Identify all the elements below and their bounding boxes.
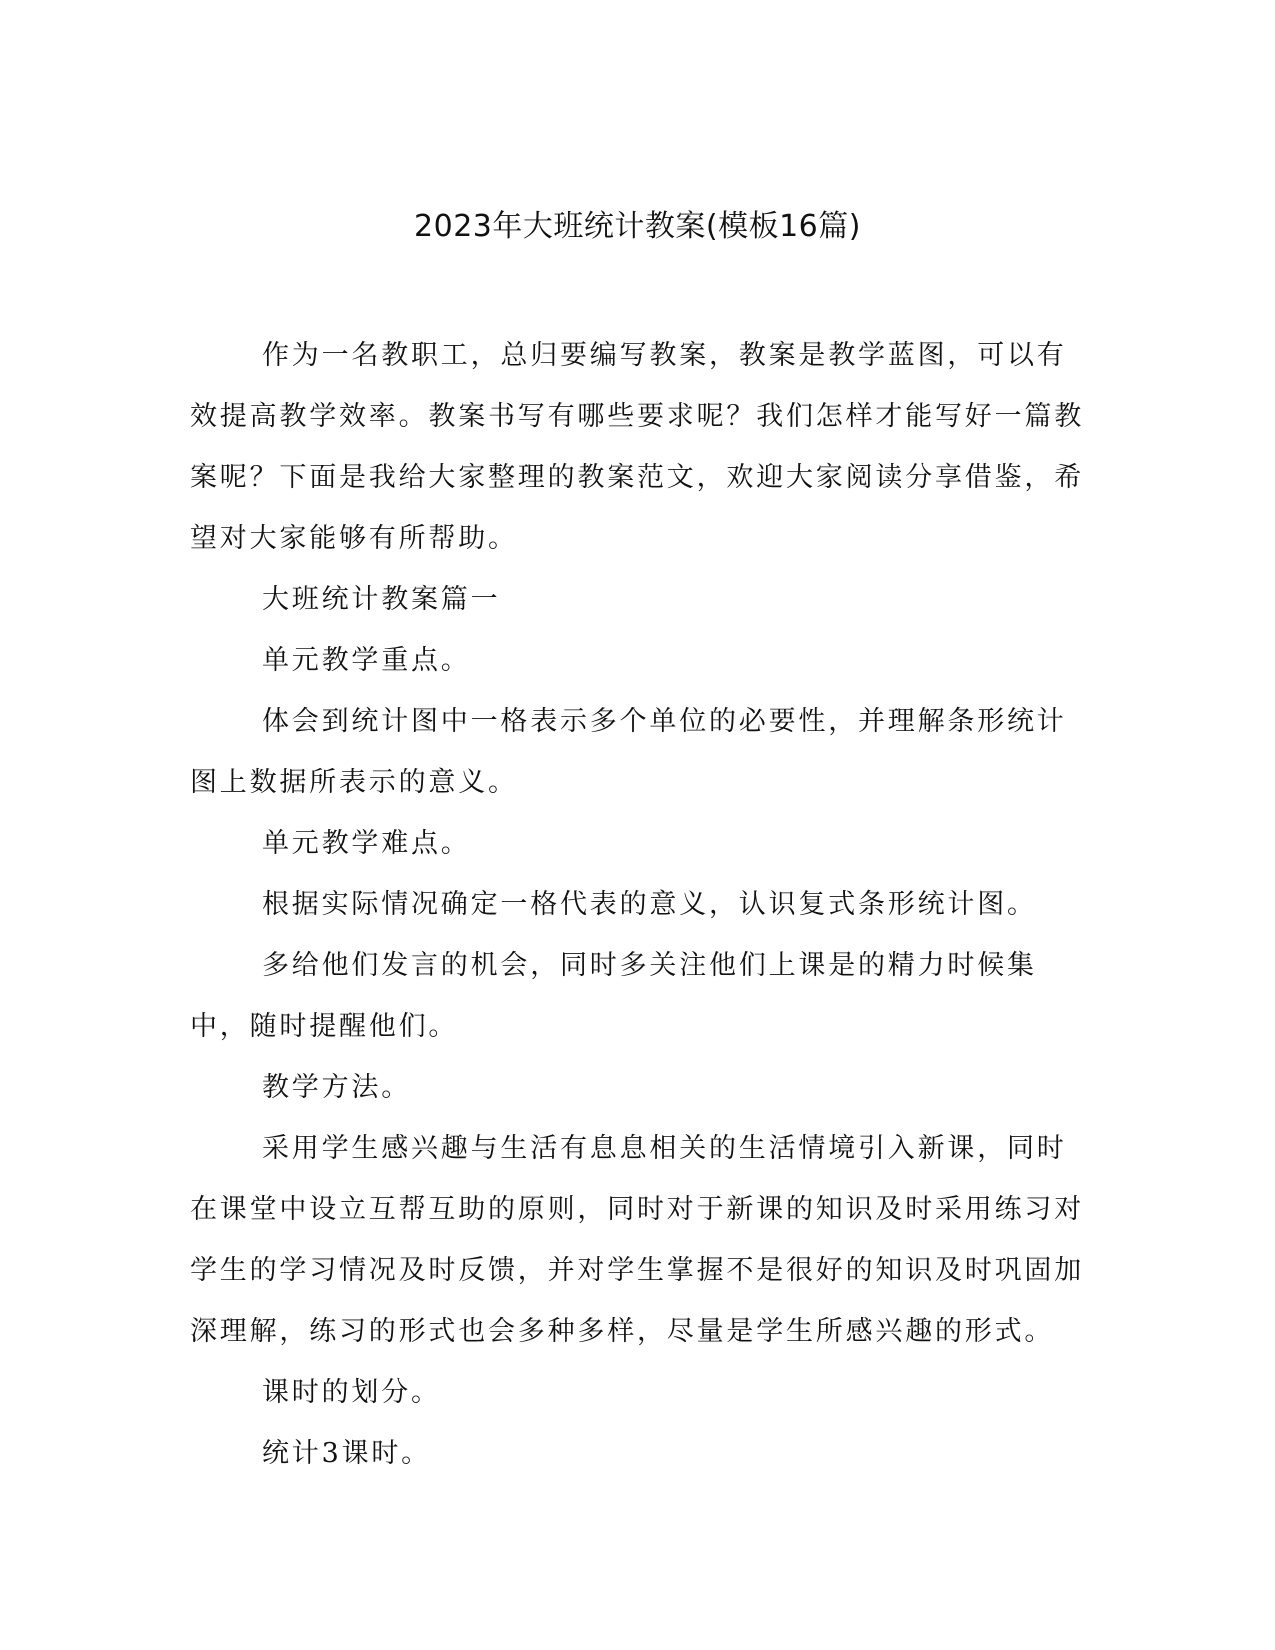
paragraph: 统计3课时。 bbox=[262, 1438, 431, 1469]
intro-paragraph: 作为一名教职工，总归要编写教案，教案是教学蓝图，可以有效提高教学效率。教案书写有哪些要求呢？我们怎样才能写好一篇教案呢？下面是我给大家整理的教案范文，欢迎大家阅读分享借鉴，希望对大家能够有所帮助。 bbox=[190, 340, 1084, 554]
paragraph: 体会到统计图中一格表示多个单位的必要性，并理解条形统计图上数据所表示的意义。 bbox=[190, 706, 1067, 798]
document-title: 2023年大班统计教案(模板16篇) bbox=[414, 209, 861, 244]
paragraph: 多给他们发言的机会，同时多关注他们上课是的精力时候集中，随时提醒他们。 bbox=[190, 950, 1037, 1042]
document-body bbox=[190, 325, 1085, 1484]
paragraph: 单元教学难点。 bbox=[262, 828, 471, 859]
paragraph: 教学方法。 bbox=[262, 1072, 411, 1103]
paragraph: 单元教学重点。 bbox=[262, 645, 471, 676]
paragraph: 课时的划分。 bbox=[262, 1377, 441, 1408]
paragraph: 采用学生感兴趣与生活有息息相关的生活情境引入新课，同时在课堂中设立互帮互助的原则，同时对于新课的知识及时采用练习对学生的学习情况及时反馈，并对学生掌握不是很好的知识及时巩固加深理解，练习的形式也会多种多样，尽量是学生所感兴趣的形式。 bbox=[190, 1133, 1084, 1347]
section-heading: 大班统计教案篇一 bbox=[262, 584, 501, 615]
paragraph: 根据实际情况确定一格代表的意义，认识复式条形统计图。 bbox=[262, 889, 1037, 920]
